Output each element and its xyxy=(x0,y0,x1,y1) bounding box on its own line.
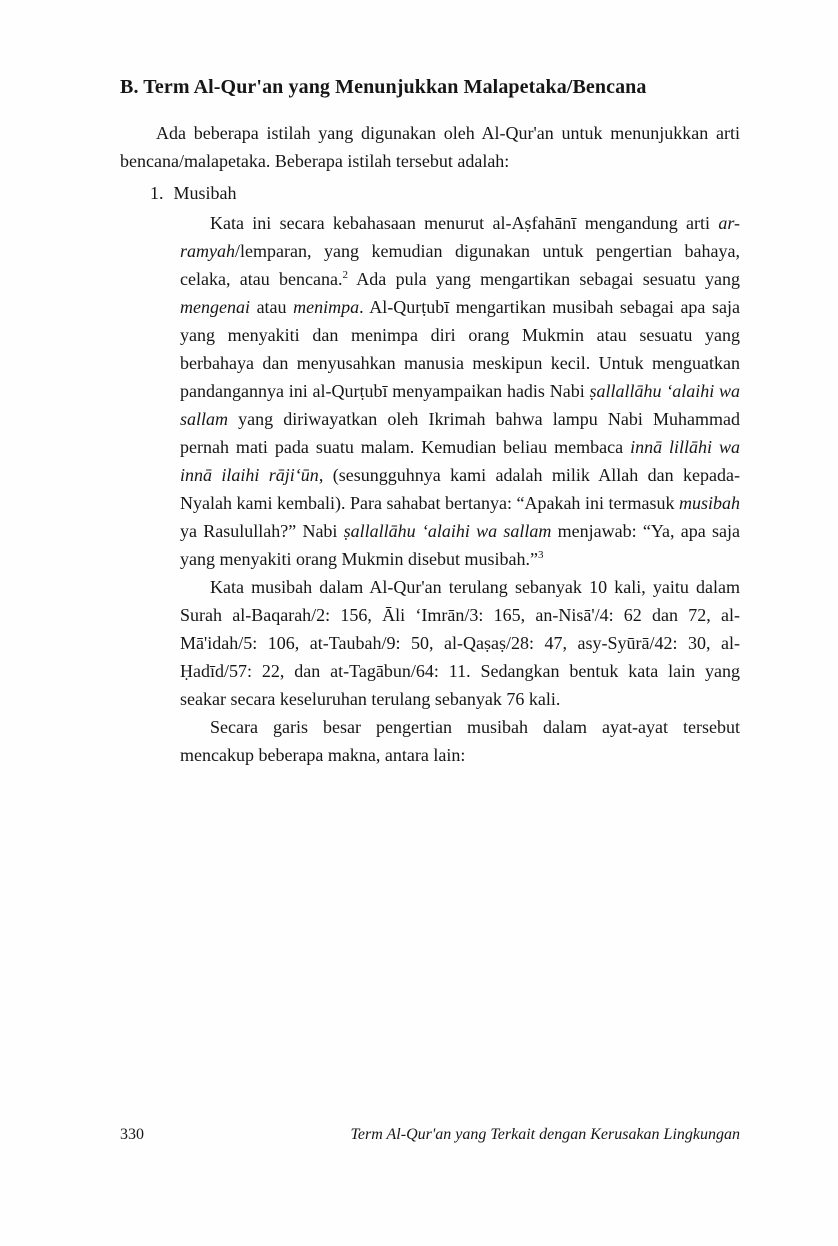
paragraph-musibah-occurrences xyxy=(180,573,740,713)
intro-paragraph: Ada beberapa istilah yang digunakan oleh Al-Qur'an untuk menunjukkan arti bencana/malapetaka. Beberapa istilah tersebut adalah: xyxy=(120,123,740,171)
list-item-label: Musibah xyxy=(173,183,237,203)
italic-segment: ṣallallāhu ʻalaihi wa sallam xyxy=(343,521,552,541)
page-number: 330 xyxy=(120,1126,144,1143)
running-title: Term Al-Qur'an yang Terkait dengan Kerusakan Lingkungan xyxy=(350,1126,740,1143)
footnote-ref: 2 xyxy=(342,269,348,281)
section-heading: B. Term Al-Qur'an yang Menunjukkan Malapetaka/Bencana xyxy=(120,76,647,98)
text-segment: Secara garis besar pengertian musibah dalam ayat-ayat tersebut mencakup beberapa makna, antara lain: xyxy=(180,717,740,765)
text-segment: ya Rasulullah?” Nabi xyxy=(180,521,344,541)
italic-segment: mengenai xyxy=(180,297,250,317)
text-segment: Kata ini secara kebahasaan menurut al-Aṣfahānī mengandung arti xyxy=(210,213,719,233)
text-segment: yang diriwayatkan oleh Ikrimah bahwa lampu Nabi Muhammad pernah mati pada suatu malam. Kemudian beliau membaca xyxy=(180,409,740,457)
paragraph-musibah-definition xyxy=(180,209,740,573)
italic-segment: musibah xyxy=(678,493,740,513)
footnote-ref: 3 xyxy=(537,549,544,561)
text-segment: , (sesungguhnya kami adalah milik Allah dan kepada-Nyalah kami kembali). Para sahabat bertanya: “Apakah ini termasuk xyxy=(180,465,740,513)
italic-segment: ṣallallāhu ʻalaihi wa sallam xyxy=(180,381,740,429)
text-segment: Kata musibah dalam Al-Qur'an terulang sebanyak 10 kali, yaitu dalam Surah al-Baqarah/2: 156, Āli ʻImrān/3: 165, an-Nisā'/4: 62 dan 72, al-Mā'idah/5: 106, at-Taubah/9: 50, al-Qaṣaṣ/28: 47, asy-Syūrā/42: 30, al-Ḥadīd/57: 22, dan at-Tagābun/64: 11. Sedangkan bentuk kata lain yang seakar secara keseluruhan terulang sebanyak 76 kali. xyxy=(180,577,740,709)
paragraph-musibah-meanings-intro xyxy=(180,713,740,769)
text-segment: Ada pula yang mengartikan sebagai sesuatu yang xyxy=(348,269,740,289)
italic-segment: menimpa xyxy=(293,297,360,317)
text-segment: menjawab: “Ya, apa saja yang menyakiti orang Mukmin disebut musibah.” xyxy=(180,521,740,569)
italic-segment: ar-ramyah xyxy=(180,213,740,261)
list-item-number: 1. xyxy=(150,183,164,203)
text-segment: . Al-Qurṭubī mengartikan musibah sebagai apa saja yang menyakiti dan menimpa diri orang Mukmin atau sesuatu yang berbahaya dan menyusahkan manusia meskipun kecil. Untuk menguatkan pandangannya ini al-Qurṭubī menyampaikan hadis Nabi xyxy=(180,297,740,401)
italic-segment: innā lillāhi wa innā ilaihi rājiʻūn xyxy=(180,437,741,485)
list-item-musibah xyxy=(150,179,740,207)
page-footer xyxy=(120,1126,740,1144)
text-segment: /lemparan, yang kemudian digunakan untuk pengertian bahaya, celaka, atau bencana. xyxy=(180,241,740,289)
text-segment: atau xyxy=(249,297,294,317)
